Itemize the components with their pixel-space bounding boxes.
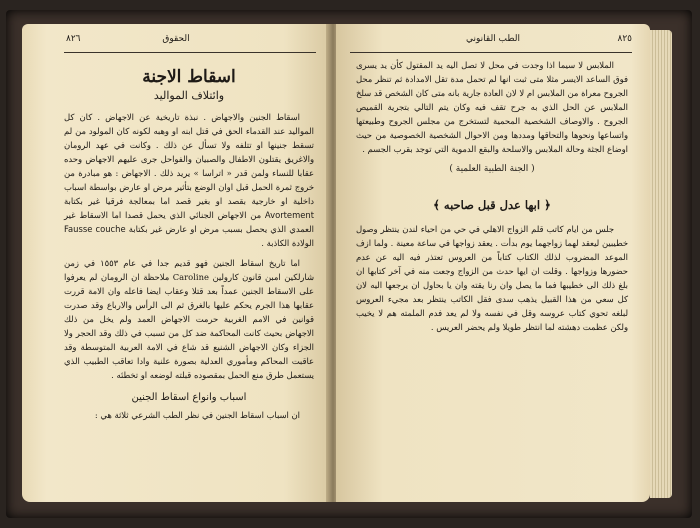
right-header-rule xyxy=(350,52,632,53)
section-subheading: اسباب وانواع اسقاط الجنين xyxy=(131,392,247,403)
left-page xyxy=(22,24,330,502)
left-page-header xyxy=(22,34,330,50)
paragraph-text: الولادة الكاذبة . xyxy=(261,238,314,248)
left-header-rule xyxy=(64,52,316,53)
paragraph-text: من الاجهاض الجنائي الذي يحمل قصدا اما الاسقاط غير العمدي الذي يحصل بسبب مرض او عارض غير بكتابة xyxy=(64,210,314,234)
paragraph: الملابس لا سيما اذا وجدت في محل لا تصل اليه يد المقتول كأن يد يسرى فوق الساعد الايسر مثلا متى ثبت انها لم تحمل مدة تقل الامدادة ثم تنظر محل الجروح معراة من الملابس ام لا لان العادة جارية بانه متى كان الشخص قد سلخ الملابس عن الحل الذي به جرح تقف فيه وكان يتم التالي بتجرية القميص الجروح . والاوصاف الشخصية المحمية لتستخرج من مجلس الجروح وطبيعتها واتساعها ونحوها والتحاقها ومددها ومن الاحوال الشخصية الخصوصية من حيث اوضاع الجثة وحالة الملابس والاسلحة والبقع الدموية التي توجد بقرب الجسم . xyxy=(356,60,628,154)
paragraph: ان اسباب اسقاط الجنين في نظر الطب الشرعي ثلاثة هي : xyxy=(94,410,300,420)
right-page-header xyxy=(336,34,650,50)
author-signature: ( الجنة الطبية العلمية ) xyxy=(449,164,535,174)
right-page-body xyxy=(356,58,628,340)
paragraph xyxy=(64,110,314,250)
latin-term: Fausse couche xyxy=(64,224,126,234)
article-title: ﴿ ابها عدل قبل صاحبه ﴾ xyxy=(433,198,551,212)
page-edges xyxy=(650,30,672,498)
latin-term: Avortement xyxy=(264,210,314,220)
paragraph: جلس من ايام كاتب قلم الزواج الاهلي في حي من احياء لندن ينتظر وصول خطيبين ليعقد لهما زواجهما يوم بدأت . يعقد زواجها في ساعة معينة . ولما ازف الموعد المضروب لذلك الكتاب كتاباً من العروس تعتذر فيه اليه عن عدم حضورها وزواجها . وقلت ان ايها حدث من الزواج وجعت منه في آخر كتابها ان بلغ ذلك الى خطيبها فما ما يصل وان رنا يقته وان يا بحاول ان يرجعها اليه لان كل سعي من هذا القبيل يذهب سدى فقل الكاتب ينتظر بعد مجيء العروس لبلغه تحوي كتاب عروسه وقل في نفسه ولا لم يعد فدم الملمته هم لا يخيب ولكن عظمت دهشته لما انتظر طويلا ولم يحضر العريس . xyxy=(356,224,628,332)
right-page xyxy=(336,24,650,502)
right-running-head: الطب القانوني xyxy=(465,34,521,44)
left-page-body xyxy=(64,60,314,428)
right-page-number: ٨٢٥ xyxy=(617,34,632,44)
paragraph: اما تاريخ اسقاط الجنين فهو قديم جدا في عام ١٥٥٣ في زمن شارلكين امبن قانون كارولين Caroline ملاحظة ان الرومان لم يعرفوا على الاسقاط الجنين عمداً بعد قتلا وعقاب ايضا فاعله وان الامة قررت عقابها هذا الجرم يحكم عليها بالغرق ثم الى الرأس والارباع وقد صدرت قوانين في الامم الغربية حرمت الاجهاض العمد ولم يخل من ذلك الاجهاض بحيث كانت المحاكمة ضد كل من تسبب في ذلك وقد الحجر ولا الجزاء وكان الاجهاض الشنيع قد شاع في الامة العربية المتوسطة وقد عاقبت المحاكم ومأموري العدلية بصورة علنية وادا تعاقب الطبيب الذي يستعمل طرق منع الحمل بمقصوده قبلته لوضعه او تخطئه . xyxy=(64,258,314,380)
left-running-head: الحقوق xyxy=(162,34,190,44)
left-page-number: ٨٢٦ xyxy=(66,34,81,44)
article-subtitle: وائتلاف المواليد xyxy=(153,89,225,102)
paragraph-text: اسقاط الجنين والاجهاض . نبذة تاريخية عن الاجهاض . كان كل المواليد عند القدماء الحق في قتل ابنه او وهبه لكونه كان المولود من لم تسقط جنينها او تتلفه ولا تسأل عن ذلك . وكانت في عهد الرومان والاغريق يقتلون الاطفال والصبيان والفواحل جرى عليهم الاجهاض وحده عقابا للنساء ولمن قدر « اتراسا » يريد ذلك . الاجهاض : هو مبادرة من خروج ثمرة الحمل قبل اوان الوضع بتأثير مرض او عارض بواسطة اسباب داخلية او خارجية بقصد او بغير قصد اما بمعالجة فرقيا غير بكتابة xyxy=(64,112,314,206)
article-title: اسقاط الاجنة xyxy=(142,67,236,87)
